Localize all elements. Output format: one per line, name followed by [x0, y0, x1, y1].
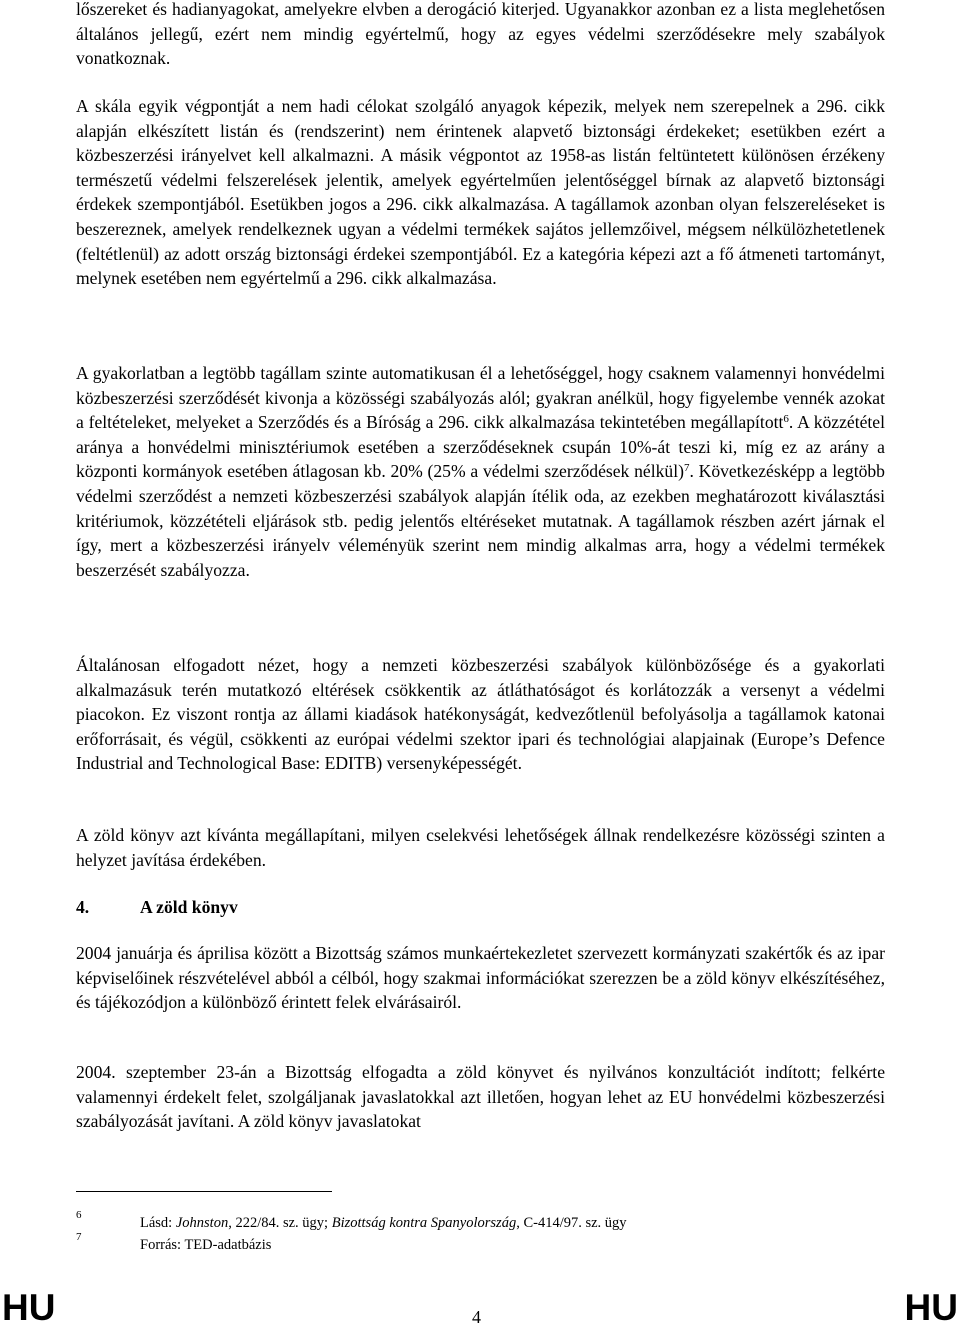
footnote-mark: 7 [76, 1231, 82, 1243]
footnote-case-ref: , 222/84. sz. ügy; [228, 1215, 332, 1231]
footnote-prefix: Lásd: [140, 1215, 176, 1231]
page-number: 4 [472, 1307, 481, 1327]
paragraph-4: Általánosan elfogadott nézet, hogy a nemzeti közbeszerzési szabályok különbözősége és a gyakorlati alkalmazásuk terén mutatkozó eltérések csökkentik az átláthatóságot és korlátozzák a versenyt a védelmi piacokon. Ez viszont rontja az állami kiadások hatékonyságát, kedvezőtlenül befolyásolja a tagállamok katonai erőforrásait, és végül, csökkenti az európai védelmi szektor ipari és technológiai alapjainak (Europe’s Defence Industrial and Technological Base: EDITB) versenyképességét. [76, 655, 885, 774]
footnote-ref-6[interactable]: 6 [783, 413, 789, 426]
footer-language-left: HU [2, 1287, 56, 1328]
paragraph-5: A zöld könyv azt kívánta megállapítani, milyen cselekvési lehetőségek állnak rendelkezésre közösségi szinten a helyzet javítása érdekében. [76, 825, 885, 870]
footnote-text: Forrás: TED-adatbázis [140, 1237, 272, 1253]
paragraph-3-part-c: . Következésképp a legtöbb védelmi szerződést a nemzeti közbeszerzési szabályok alapján ítélik oda, az ezekben meghatározott kiválasztási kritériumok, közzétételi eljárások stb. pedig jelentős eltéréseket mutatnak. A tagállamok részben azért járnak el így, mert a közbeszerzési irányelv véleményük szerint nem mindig alkalmas arra, hogy a védelmi termékek beszerzését szabályozza. [76, 461, 885, 580]
footnote-case-name: Johnston [175, 1215, 229, 1231]
footnote-ref-7[interactable]: 7 [683, 462, 690, 475]
paragraph-3 [76, 361, 885, 582]
footnote-separator [76, 1191, 332, 1192]
paragraph-6: 2004 januárja és áprilisa között a Bizottság számos munkaértekezletet szervezett kormányzati szakértők és az ipar képviselőinek részvételével abból a célból, hogy szakmai információkat szerezzen be a zöld könyv elkészítéséhez, és tájékozódjon a különböző érintett felek elvárásairól. [76, 943, 885, 1013]
footnote-mark: 6 [76, 1209, 82, 1221]
paragraph-3-part-b: . A közzététel aránya a honvédelmi minisztériumok esetében a szerződéseknek csupán 10%-át teszi ki, míg ez az arány a központi kormányok esetében átlagosan kb. 20% (25% a védelmi szerződések nélkül) [76, 412, 885, 482]
paragraph-7: 2004. szeptember 23-án a Bizottság elfogadta a zöld könyvet és nyilvános konzultációt indított; felkérte valamennyi érdekelt felet, szolgáljanak javaslatokkal azt illetően, hogyan lehet az EU honvédelmi közbeszerzési szabályozását javítani. A zöld könyv javaslatokat [76, 1062, 885, 1132]
section-number: 4. [76, 897, 90, 917]
footnote-case-name-2: Bizottság kontra Spanyolország [331, 1215, 517, 1231]
footer-language-right: HU [904, 1287, 958, 1328]
section-title: A zöld könyv [140, 897, 238, 917]
paragraph-1: lőszereket és hadianyagokat, amelyekre elvben a derogáció kiterjed. Ugyanakkor azonban ez a lista meglehetősen általános jellegű, ezért nem mindig egyértelmű, hogy az egyes védelmi szerződésekre mely szabályok vonatkoznak. [76, 0, 885, 69]
footnote-text [140, 1214, 627, 1232]
section-heading [76, 895, 238, 919]
paragraph-3-part-a: A gyakorlatban a legtöbb tagállam szinte automatikusan él a lehetőséggel, hogy csaknem valamennyi honvédelmi közbeszerzési szerződését kivonja a közösségi szabályozás alól; gyakran anélkül, hogy figyelembe vennék azokat a feltételeket, melyeket a Szerződés és a Bíróság a 296. cikk alkalmazása tekintetében megállapított [76, 363, 885, 433]
paragraph-2: A skála egyik végpontját a nem hadi célokat szolgáló anyagok képezik, melyek nem szerepelnek a 296. cikk alapján elkészített listán és (rendszerint) nem érintenek alapvető biztonsági érdekeket; esetükben ezért a közbeszerzési irányelvet kell alkalmazni. A másik végpontot az 1958-as listán feltüntetett különösen érzékeny természetű védelmi felszerelések jelentik, amelyek egyértelműen jelentőséggel bírnak az alapvető biztonsági érdekek szempontjából. Esetükben jogos a 296. cikk alkalmazása. A tagállamok azonban olyan felszereléseket is beszereznek, amelyek rendelkeznek ugyan a védelmi termékek sajátos jellemzőivel, mégsem nélkülözhetetlenek (feltétlenül) az adott ország biztonsági érdekei szempontjából. Ez a kategória képezi azt a fő átmeneti tartományt, melynek esetében nem egyértelmű a 296. cikk alkalmazása. [76, 96, 885, 289]
footnote-case-ref-2: , C-414/97. sz. ügy [516, 1215, 627, 1231]
